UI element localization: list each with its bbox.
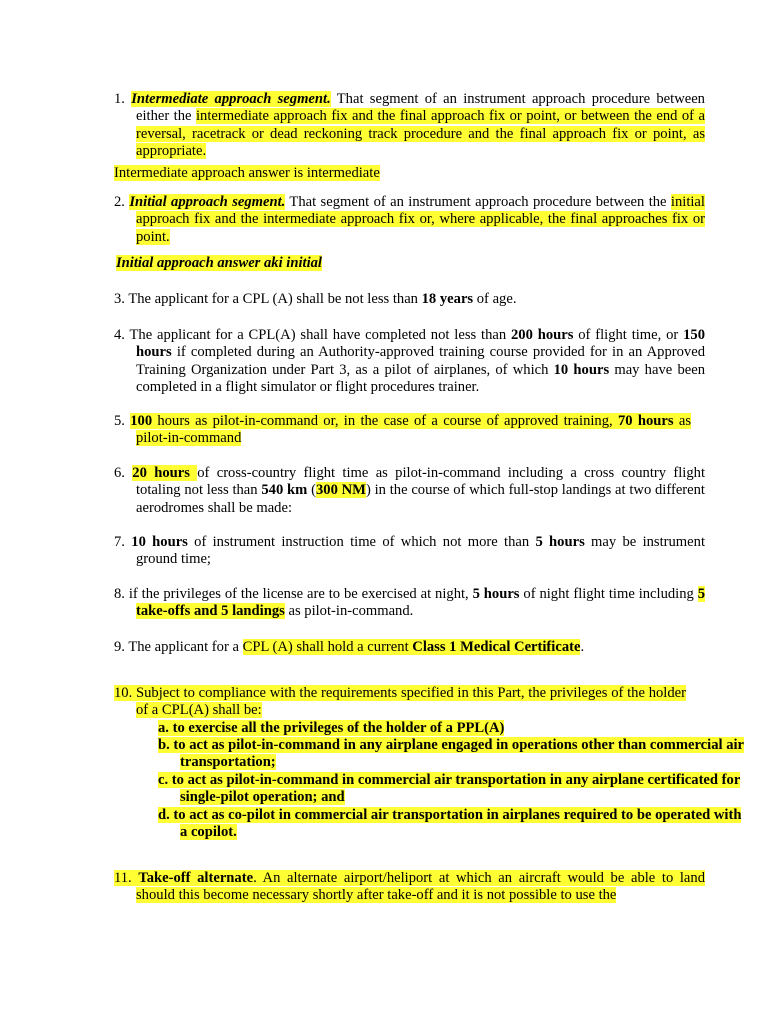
item-text: . An alternate airport/heliport at which an aircraft would be able to land should this become necessary shortly after take-off and it is not possible to use the [136,870,706,904]
item-number: 1. [114,91,125,107]
item-1 [114,91,705,161]
item-text: of night flight time including [519,586,698,602]
item-text: 8. if the privileges of the license are to be exercised at night, [114,586,473,602]
item-bold: 10 hours [553,361,610,378]
item-number: 2. [114,194,125,210]
item-bold: 5 hours [472,586,520,602]
item-2 [114,194,705,246]
sub-item-b [114,737,749,772]
item-bold: 18 years [421,291,474,307]
item-11 [114,870,705,905]
sub-item-text: c. to act as pilot-in-command in commercial air transportation in any airplane certificated for single-pilot operation; and [158,772,741,806]
item-9 [114,639,705,656]
item-text: may be instrument ground time; [136,534,705,568]
item-text: of flight time, or [573,327,684,343]
definition-text: That segment of an instrument approach procedure between either the [136,91,705,125]
item-text: 7. [114,534,132,550]
item-6 [114,465,705,517]
sub-item-d [114,807,749,842]
item-text: 4. The applicant for a CPL(A) shall have completed not less than [114,327,511,343]
definition-highlight: intermediate approach fix and the final approach fix or point, or between the end of a reversal, racetrack or dead reckoning track procedure and the final approach fix or point, as appropriate. [136,108,705,160]
item-bold: 10 hours [131,534,188,550]
term-intermediate-approach-segment: Intermediate approach segment. [131,91,331,107]
definition-highlight: initial approach fix and the intermediate approach fix or, where applicable, the final approaches fix or point. [136,194,705,245]
answer-note-1 [114,165,683,182]
sub-item-a [114,720,749,737]
item-bold: 540 km [261,482,308,499]
definition-text: That segment of an instrument approach procedure between the [285,194,671,210]
item-text: 6. [114,465,133,481]
item-text: as pilot-in-command [136,413,691,447]
answer-note-2 [116,255,683,272]
item-text: 3. The applicant for a CPL (A) shall be not less than [114,291,422,307]
item-text: of age. [473,291,517,307]
item-bold: 200 hours [510,327,574,343]
item-4 [114,327,705,397]
item-text: if completed during an Authority-approved training course provided for in an Approved Training Organization under Part 3, as a pilot of airplanes, of which [136,344,705,378]
item-text: ( [307,482,316,499]
item-text: 11. [114,870,139,886]
item-text: hours as pilot-in-command or, in the case of a course of approved training, [152,413,618,429]
item-text: ) in the course of which full-stop landings at two different aerodromes shall be made: [136,482,705,516]
item-10 [114,685,686,720]
item-bold: 20 hours [132,465,198,481]
item-7 [114,534,705,569]
item-text: as pilot-in-command. [284,603,414,620]
item-text: may have been completed in a flight simulator or flight procedures trainer. [136,361,705,396]
item-bold: 150 hours [136,327,705,361]
item-bold: Class 1 Medical Certificate [412,639,581,655]
item-text: 10. Subject to compliance with the requirements specified in this Part, the privileges of the holder of a CPL(A) shall be: [114,685,686,719]
item-text: CPL (A) shall hold a current [242,639,413,655]
item-bold: 70 hours [617,413,674,429]
item-5 [114,413,691,448]
item-bold: 5 hours [535,534,585,550]
item-text: of cross-country flight time as pilot-in-command including a cross country flight totaling not less than [136,465,706,499]
item-bold: 100 [130,413,153,429]
answer-text: Intermediate approach answer is intermediate [114,165,380,181]
item-3 [114,291,705,308]
sub-item-text: d. to act as co-pilot in commercial air transportation in airplanes required to be operated with a copilot. [158,807,742,841]
item-text: 9. The applicant for a [114,639,243,655]
sub-item-c [114,772,749,807]
answer-text: Initial approach answer aki initial [116,255,322,271]
item-text: . [580,639,585,655]
sub-item-text: b. to act as pilot-in-command in any airplane engaged in operations other than commercial air transportation; [158,737,745,771]
item-bold: 5 take-offs and 5 landings [136,586,706,620]
sub-item-text: a. to exercise all the privileges of the holder of a PPL(A) [158,720,505,736]
item-8 [114,586,705,621]
item-text: 5. [114,413,131,429]
item-bold: Take-off alternate [138,870,254,886]
term-initial-approach-segment: Initial approach segment. [129,194,286,210]
item-bold: 300 NM [315,482,366,499]
item-text: of instrument instruction time of which not more than [187,534,536,550]
